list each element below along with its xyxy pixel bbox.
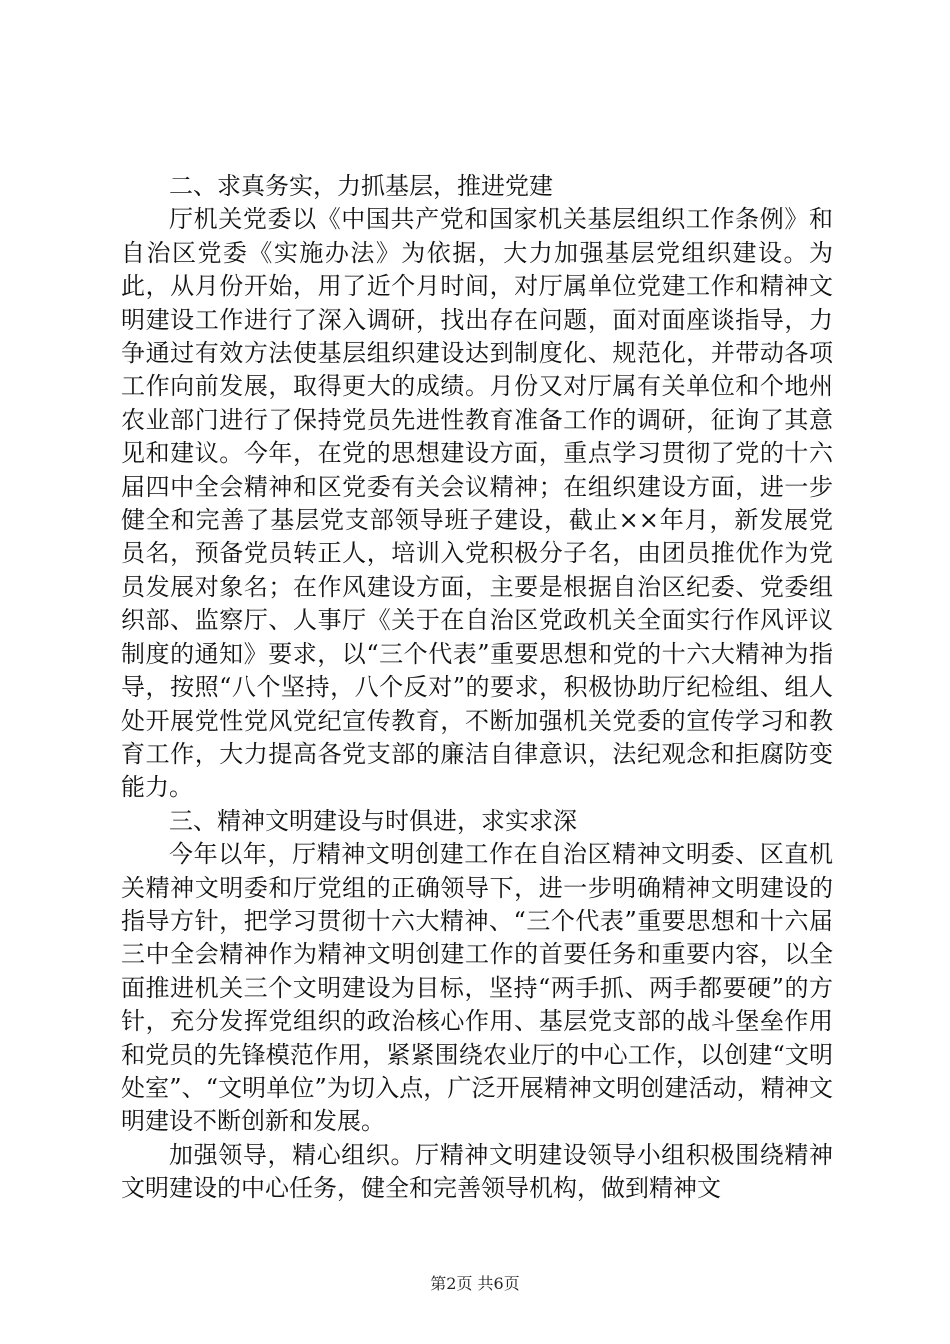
section-heading-2: 二、求真务实，力抓基层，推进党建 [169,172,553,200]
section-heading-3: 三、精神文明建设与时俱进，求实求深 [169,806,577,835]
section-3-paragraph-2: 加强领导，精心组织。厅精神文明建设领导小组积极围绕精神文明建设的中心任务，健全和完善领导机构，做到精神文 [121,1140,833,1203]
document-body [121,170,833,1206]
page-footer: 第2页 共6页 [430,1274,520,1293]
section-2-paragraph-1: 厅机关党委以《中国共产党和国家机关基层组织工作条例》和自治区党委《实施办法》为依据，大力加强基层党组织建设。为此，从月份开始，用了近个月时间，对厅属单位党建工作和精神文明建设工作进行了深入调研，找出存在问题，面对面座谈指导，力争通过有效方法使基层组织建设达到制度化、规范化，并带动各项工作向前发展，取得更大的成绩。月份又对厅属有关单位和个地州农业部门进行了保持党员先进性教育准备工作的调研，征询了其意见和建议。今年，在党的思想建设方面，重点学习贯彻了党的十六届四中全会精神和区党委有关会议精神；在组织建设方面，进一步健全和完善了基层党支部领导班子建设，截止××年月，新发展党员名，预备党员转正人，培训入党积极分子名，由团员推优作为党员发展对象名；在作风建设方面，主要是根据自治区纪委、党委组织部、监察厅、人事厅《关于在自治区党政机关全面实行作风评议制度的通知》要求，以“三个代表”重要思想和党的十六大精神为指导，按照“八个坚持，八个反对”的要求，积极协助厅纪检组、组人处开展党性党风党纪宣传教育，不断加强机关党委的宣传学习和教育工作，大力提高各党支部的廉洁自律意识，法纪观念和拒腐防变能力。 [121,205,833,802]
section-3-paragraph-1: 今年以年，厅精神文明创建工作在自治区精神文明委、区直机关精神文明委和厅党组的正确领导下，进一步明确精神文明建设的指导方针，把学习贯彻十六大精神、“三个代表”重要思想和十六届三中全会精神作为精神文明创建工作的首要任务和重要内容，以全面推进机关三个文明建设为目标，坚持“两手抓、两手都要硬”的方针，充分发挥党组织的政治核心作用、基层党支部的战斗堡垒作用和党员的先锋模范作用，紧紧围绕农业厅的中心工作，以创建“文明处室”、“文明单位”为切入点，广泛开展精神文明创建活动，精神文明建设不断创新和发展。 [121,840,833,1136]
